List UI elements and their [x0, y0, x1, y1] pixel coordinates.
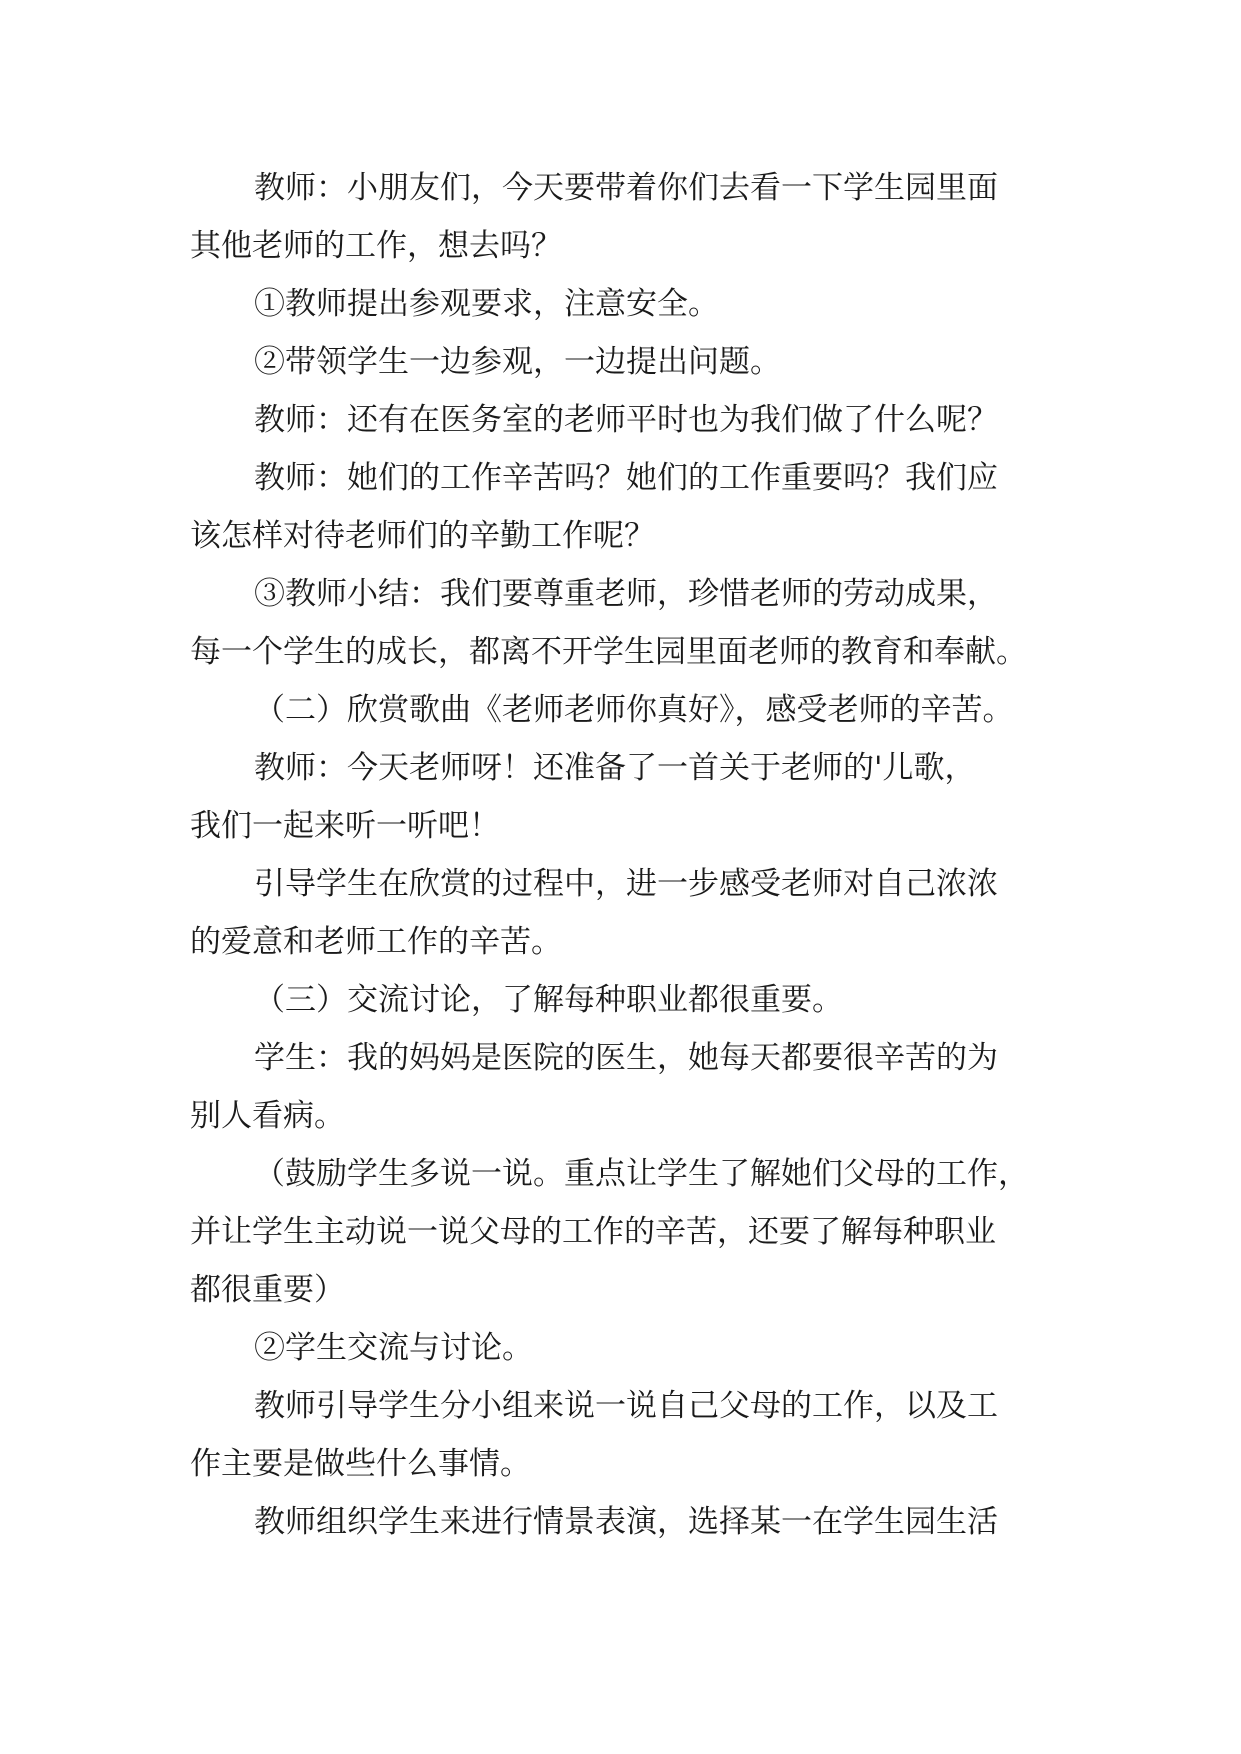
paragraph-line: ③教师小结：我们要尊重老师，珍惜老师的劳动成果，: [254, 576, 998, 612]
paragraph-line: （鼓励学生多说一说。重点让学生了解她们父母的工作，: [254, 1156, 1029, 1192]
paragraph-line: 并让学生主动说一说父母的工作的辛苦，还要了解每种职业: [190, 1214, 996, 1250]
paragraph-line: 教师：今天老师呀！还准备了一首关于老师的'儿歌，: [254, 750, 976, 786]
section-heading: （三）交流讨论，了解每种职业都很重要。: [254, 982, 843, 1018]
paragraph-line: 每一个学生的成长，都离不开学生园里面老师的教育和奉献。: [190, 634, 1027, 670]
paragraph-line: 该怎样对待老师们的辛勤工作呢？: [190, 518, 655, 554]
paragraph-line: 别人看病。: [190, 1098, 345, 1134]
paragraph-line: 教师：她们的工作辛苦吗？她们的工作重要吗？我们应: [254, 460, 998, 496]
paragraph-line: 教师：还有在医务室的老师平时也为我们做了什么呢？: [254, 402, 998, 438]
paragraph-line: 都很重要）: [190, 1272, 345, 1308]
section-heading: （二）欣赏歌曲《老师老师你真好》，感受老师的辛苦。: [254, 692, 1014, 728]
paragraph-line: ②学生交流与讨论。: [254, 1330, 533, 1366]
paragraph-line: ②带领学生一边参观，一边提出问题。: [254, 344, 781, 380]
paragraph-line: 引导学生在欣赏的过程中，进一步感受老师对自己浓浓: [254, 866, 998, 902]
paragraph-line: 作主要是做些什么事情。: [190, 1446, 531, 1482]
paragraph-line: 学生：我的妈妈是医院的医生，她每天都要很辛苦的为: [254, 1040, 998, 1076]
paragraph-line: 教师：小朋友们，今天要带着你们去看一下学生园里面: [254, 170, 998, 206]
paragraph-line: ①教师提出参观要求，注意安全。: [254, 286, 719, 322]
paragraph-line: 其他老师的工作，想去吗？: [190, 228, 562, 264]
paragraph-line: 的爱意和老师工作的辛苦。: [190, 924, 562, 960]
paragraph-line: 我们一起来听一听吧！: [190, 808, 500, 844]
paragraph-line: 教师引导学生分小组来说一说自己父母的工作，以及工: [254, 1388, 998, 1424]
paragraph-line: 教师组织学生来进行情景表演，选择某一在学生园生活: [254, 1504, 998, 1540]
